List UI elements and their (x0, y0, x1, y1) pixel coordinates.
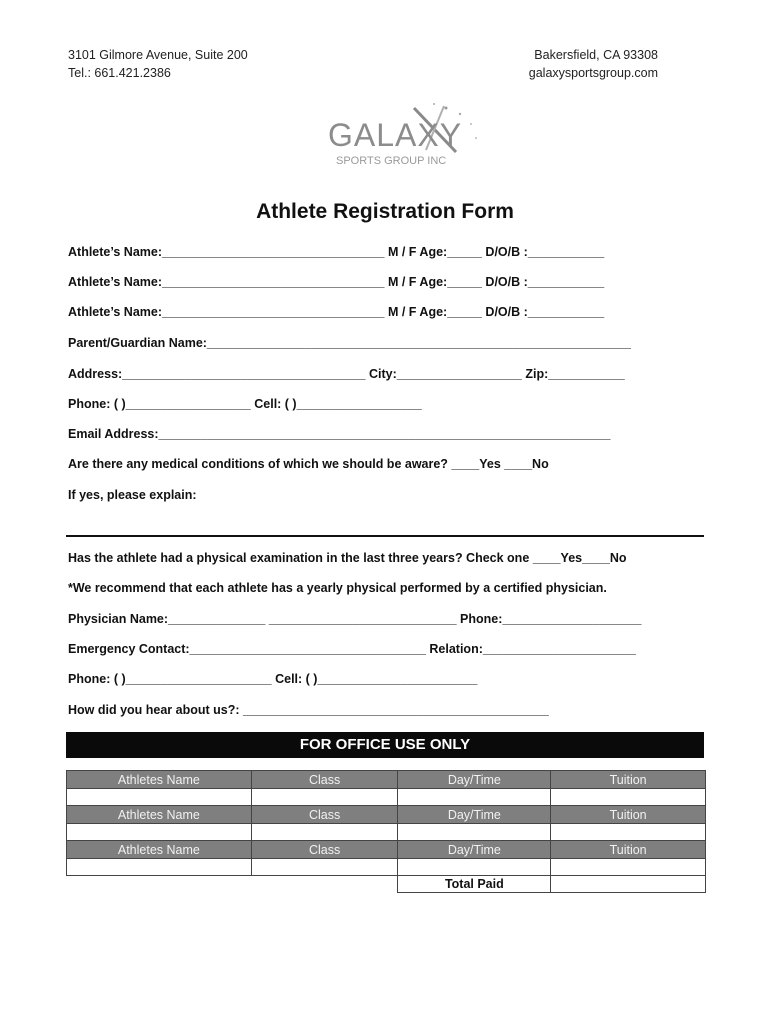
office-table (66, 770, 706, 893)
col-class: Class (251, 806, 398, 824)
empty-cell (251, 876, 398, 893)
office-cell[interactable] (67, 859, 252, 876)
parent-guardian-field[interactable]: Parent/Guardian Name:_____________________________________________________________ (68, 336, 631, 350)
office-header-row (67, 806, 706, 824)
website: galaxysportsgroup.com (528, 66, 658, 80)
col-day-time: Day/Time (398, 841, 551, 859)
office-entry-row[interactable] (67, 824, 706, 841)
athlete-name-field-3[interactable]: Athlete’s Name:________________________________ M / F Age:_____ D/O/B :___________ (68, 305, 605, 319)
office-cell[interactable] (551, 859, 706, 876)
office-cell[interactable] (251, 859, 398, 876)
col-athletes-name: Athletes Name (67, 806, 252, 824)
emergency-contact-field[interactable]: Emergency Contact:__________________________________ Relation:______________________ (68, 642, 636, 656)
physician-field[interactable]: Physician Name:______________ ___________________________ Phone:____________________ (68, 612, 642, 626)
empty-cell (67, 876, 252, 893)
explain-label: If yes, please explain: (68, 488, 197, 502)
col-athletes-name: Athletes Name (67, 841, 252, 859)
col-day-time: Day/Time (398, 806, 551, 824)
col-class: Class (251, 841, 398, 859)
office-cell[interactable] (551, 789, 706, 806)
recommendation-note: *We recommend that each athlete has a yearly physical performed by a certified physician. (68, 581, 607, 595)
hear-about-field[interactable]: How did you hear about us?: ____________________________________________ (68, 703, 549, 717)
office-cell[interactable] (398, 859, 551, 876)
col-tuition: Tuition (551, 841, 706, 859)
office-cell[interactable] (398, 824, 551, 841)
total-paid-label: Total Paid (398, 876, 551, 893)
address-field[interactable]: Address:___________________________________ City:__________________ Zip:___________ (68, 367, 625, 381)
col-athletes-name: Athletes Name (67, 771, 252, 789)
email-field[interactable]: Email Address:_________________________________________________________________ (68, 427, 611, 441)
total-row (67, 876, 706, 893)
total-paid-value[interactable] (551, 876, 706, 893)
physical-exam-question[interactable]: Has the athlete had a physical examination in the last three years? Check one ____Yes____No (68, 551, 627, 565)
medical-conditions-question[interactable]: Are there any medical conditions of which we should be aware? ____Yes ____No (68, 457, 549, 471)
logo-subtext: SPORTS GROUP INC (336, 155, 447, 167)
city-line: Bakersfield, CA 93308 (534, 48, 658, 62)
form-title: Athlete Registration Form (256, 200, 514, 223)
office-cell[interactable] (67, 824, 252, 841)
col-class: Class (251, 771, 398, 789)
office-cell[interactable] (67, 789, 252, 806)
office-cell[interactable] (251, 789, 398, 806)
col-tuition: Tuition (551, 806, 706, 824)
athlete-name-field-1[interactable]: Athlete’s Name:________________________________ M / F Age:_____ D/O/B :___________ (68, 245, 605, 259)
office-entry-row[interactable] (67, 859, 706, 876)
col-day-time: Day/Time (398, 771, 551, 789)
office-header-row (67, 841, 706, 859)
galaxy-logo (326, 100, 496, 172)
office-cell[interactable] (551, 824, 706, 841)
phone-field[interactable]: Phone: ( )__________________ Cell: ( )__________________ (68, 397, 422, 411)
phone-line: Tel.: 661.421.2386 (68, 66, 171, 80)
address-line-1: 3101 Gilmore Avenue, Suite 200 (68, 48, 248, 62)
galaxy-logo-graphic (326, 100, 496, 172)
office-header-row (67, 771, 706, 789)
office-entry-row[interactable] (67, 789, 706, 806)
col-tuition: Tuition (551, 771, 706, 789)
explain-line[interactable] (66, 535, 704, 537)
office-use-banner: FOR OFFICE USE ONLY (66, 732, 704, 758)
office-cell[interactable] (251, 824, 398, 841)
athlete-name-field-2[interactable]: Athlete’s Name:________________________________ M / F Age:_____ D/O/B :___________ (68, 275, 605, 289)
phone-field-2[interactable]: Phone: ( )_____________________ Cell: ( )_______________________ (68, 672, 478, 686)
office-cell[interactable] (398, 789, 551, 806)
logo-text: GALAXY (328, 117, 463, 153)
